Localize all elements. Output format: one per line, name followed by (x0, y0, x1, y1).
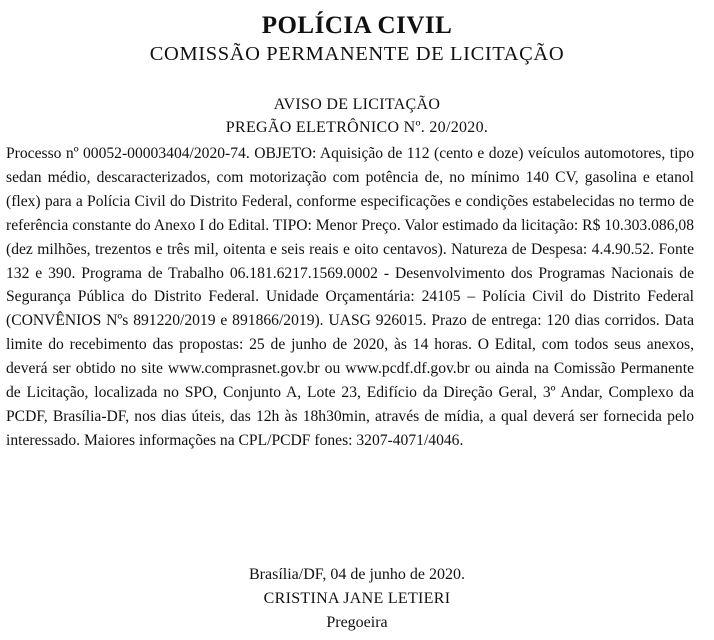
notice-title: AVISO DE LICITAÇÃO (273, 96, 441, 113)
notice-subtitle: PREGÃO ELETRÔNICO Nº. 20/2020. (225, 119, 489, 136)
agency-title: POLÍCIA CIVIL (261, 12, 453, 39)
signature-place-date: Brasília/DF, 04 de junho de 2020. (248, 566, 466, 583)
notice-body: Processo nº 00052-00003404/2020-74. OBJETO: Aquisição de 112 (cento e doze) veículos automotores, tipo sedan médio, descaracterizados, com motorização com potência de, no mínimo 140 CV, gasolina e etanol (flex) para a Polícia Civil do Distrito Federal, conforme especificações e condições estabelecidas no termo de referência constante do Anexo I do Edital. TIPO: Menor Preço. Valor estimado da licitação: R$ 10.303.086,08 (dez milhões, trezentos e três mil, oitenta e seis reais e oito centavos). Natureza de Despesa: 4.4.90.52. Fonte 132 e 390. Programa de Trabalho 06.181.6217.1569.0002 - Desenvolvimento dos Programas Nacionais de Segurança Pública do Distrito Federal. Unidade Orçamentária: 24105 – Polícia Civil do Distrito Federal (CONVÊNIOS Nºs 891220/2019 e 891866/2019). UASG 926015. Prazo de entrega: 120 dias corridos. Data limite do recebimento das propostas: 25 de junho de 2020, às 14 horas. O Edital, com todos seus anexos, deverá ser obtido no site www.comprasnet.gov.br ou www.pcdf.df.gov.br ou ainda na Comissão Permanente de Licitação, localizada no SPO, Conjunto A, Lote 23, Edifício da Direção Geral, 3º Andar, Complexo da PCDF, Brasília-DF, nos dias úteis, das 12h às 18h30min, através de mídia, a qual deverá ser fornecida pelo interessado. Maiores informações na CPL/PCDF fones: 3207-4071/4046. (6, 145, 694, 449)
signer-role: Pregoeira (326, 614, 388, 631)
commission-title: COMISSÃO PERMANENTE DE LICITAÇÃO (149, 43, 565, 65)
signer-name: CRISTINA JANE LETIERI (263, 590, 451, 607)
